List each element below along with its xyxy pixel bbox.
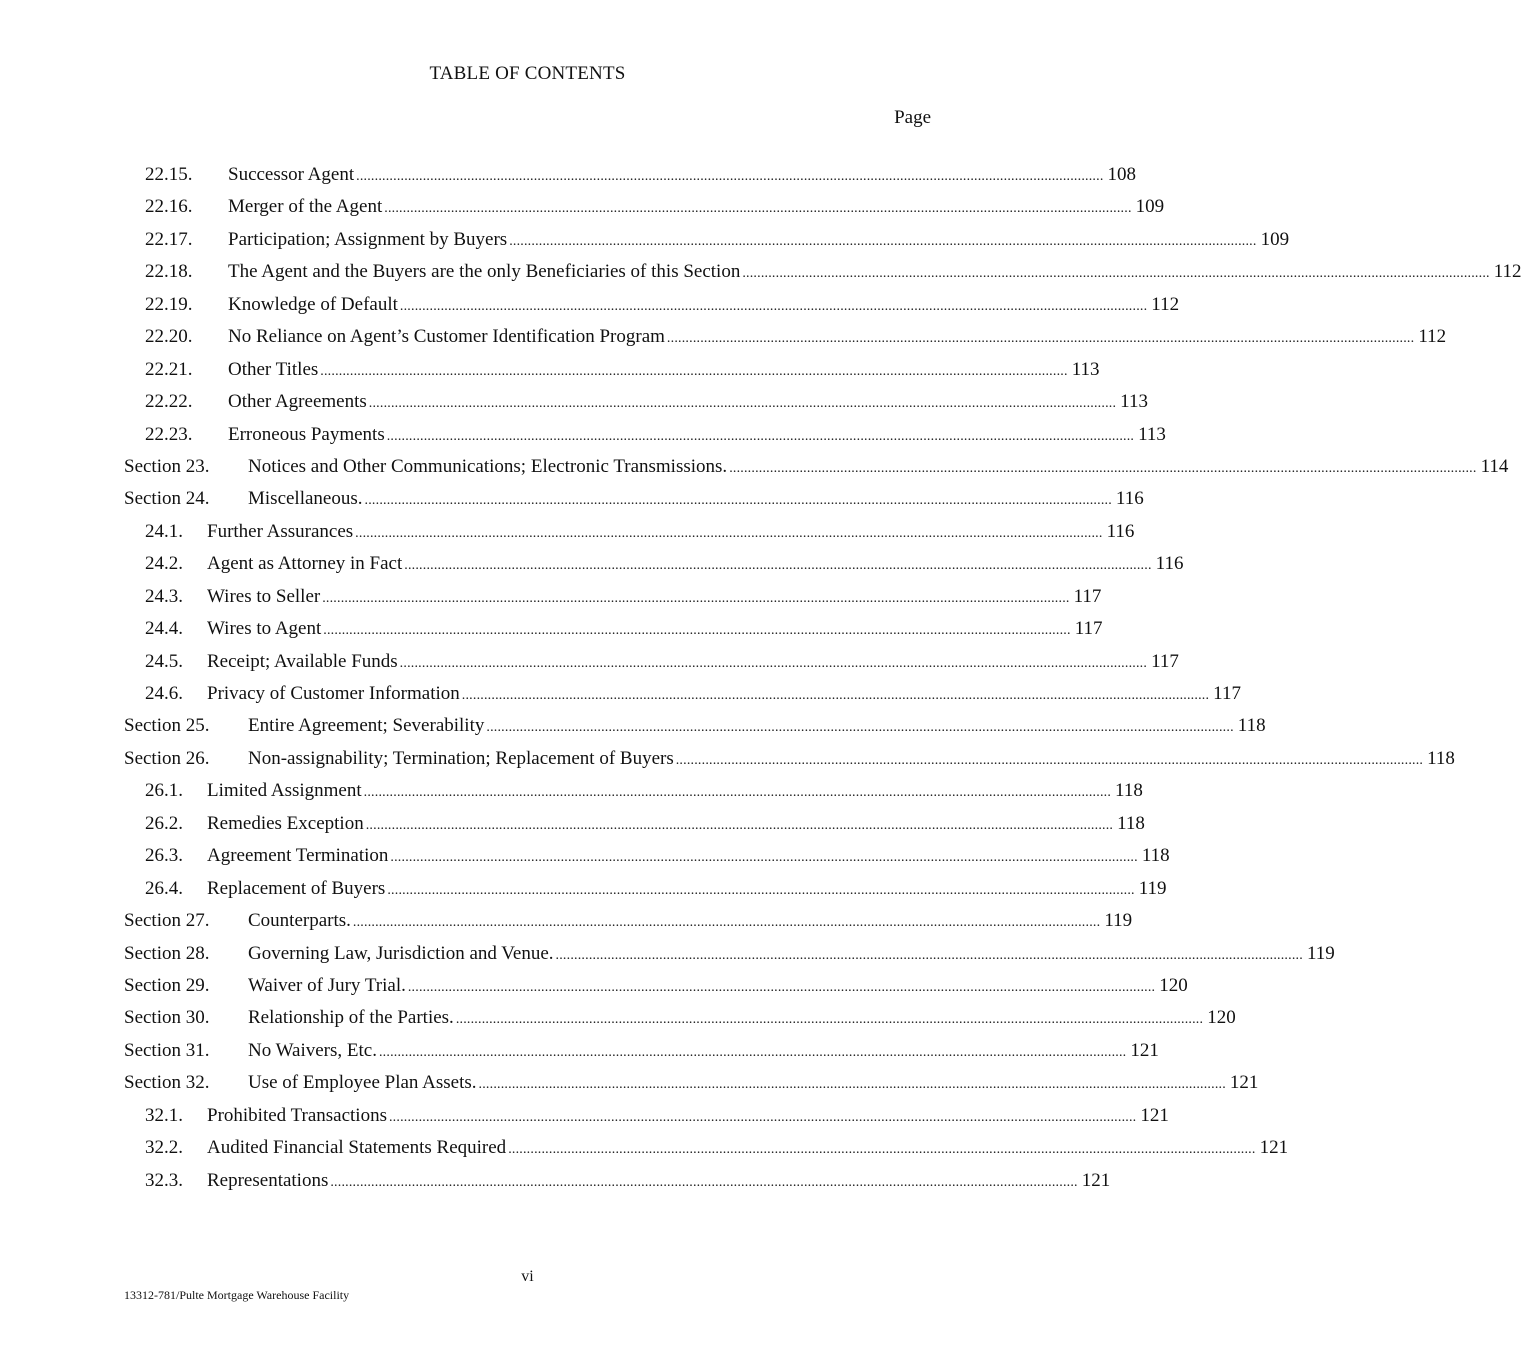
dot-leader: .......................................................................................................................................................................................................... [378,1044,1127,1060]
toc-entry-title: Governing Law, Jurisdiction and Venue. [248,942,554,964]
toc-entry-title: Merger of the Agent [228,196,383,218]
toc-entry-page: 121 [1081,1169,1111,1191]
dot-leader: .......................................................................................................................................................................................................... [407,979,1156,995]
toc-entry-title: Wires to Agent [207,618,322,640]
toc-entry-body [207,519,1135,547]
toc-entry-number: 26.4. [145,877,183,899]
toc-entry-number: Section 31. [124,1039,210,1061]
toc-entry-body [248,908,1133,936]
toc-entry-body [207,649,1179,677]
toc-entry[interactable] [124,292,1180,324]
toc-entry-page: 121 [1259,1137,1289,1159]
toc-entry-page: 109 [1135,196,1165,218]
toc-entry-body [207,778,1143,806]
toc-entry-page: 119 [1104,910,1133,932]
toc-entry-page: 108 [1107,164,1137,185]
toc-entry-body [228,389,1148,417]
toc-entry-body [248,486,1144,514]
toc-entry[interactable] [124,1103,1169,1135]
toc-entry-body [228,259,1522,287]
toc-entry-title: Relationship of the Parties. [248,1007,454,1029]
toc-entry-number: 26.1. [145,780,183,802]
toc-entry[interactable] [124,843,1170,875]
dot-leader: .......................................................................................................................................................................................................... [386,428,1135,444]
dot-leader: .......................................................................................................................................................................................................... [322,590,1070,606]
toc-entry[interactable] [124,681,1241,713]
toc-entry-page: 113 [1138,423,1166,445]
toc-entry-number: Section 27. [124,910,210,932]
toc-entry-number: Section 23. [124,455,210,477]
toc-entry-body [207,616,1103,644]
dot-leader: .......................................................................................................................................................................................................... [364,493,1112,509]
dot-leader: .......................................................................................................................................................................................................... [399,655,1148,671]
dot-leader: .......................................................................................................................................................................................................... [478,1077,1226,1093]
toc-entry-title: Receipt; Available Funds [207,650,398,672]
toc-entry[interactable] [124,389,1148,421]
dot-leader: .......................................................................................................................................................................................................... [384,201,1132,217]
dot-leader: .......................................................................................................................................................................................................... [352,915,1101,931]
toc-entry-number: 24.3. [145,585,183,607]
toc-entry[interactable] [124,454,1509,486]
toc-entry-number: 22.15. [145,164,193,185]
toc-entry-body [248,454,1509,482]
toc-entry-title: Other Titles [228,358,319,380]
document-id: 13312-781/Pulte Mortgage Warehouse Facility [124,1288,350,1302]
toc-entry-body [248,973,1188,1001]
dot-leader: .......................................................................................................................................................................................................... [390,850,1138,866]
toc-entry-title: Wires to Seller [207,585,321,607]
toc-entry[interactable] [124,1070,1259,1102]
toc-entry[interactable] [124,551,1184,583]
toc-entry-number: 22.23. [145,423,193,445]
dot-leader: .......................................................................................................................................................................................................... [461,688,1210,703]
toc-entry-page: 121 [1229,1072,1259,1094]
dot-leader: .......................................................................................................................................................................................................... [388,1109,1137,1125]
toc-entry-page: 116 [1106,520,1135,542]
toc-entry-title: Agent as Attorney in Fact [207,553,403,575]
toc-entry-page: 114 [1480,455,1509,477]
toc-entry[interactable] [124,876,1167,908]
dot-leader: .......................................................................................................................................................................................................... [330,1174,1078,1190]
toc-entry-page: 120 [1207,1007,1236,1029]
toc-entry-title: Audited Financial Statements Required [207,1137,507,1159]
dot-leader: .......................................................................................................................................................................................................... [555,947,1303,963]
toc-entry-title: Participation; Assignment by Buyers [228,228,508,250]
toc-entry-page: 119 [1138,877,1167,899]
toc-entry-body [248,941,1335,969]
toc-entry-page: 113 [1071,358,1100,380]
page-title: TABLE OF CONTENTS [429,63,626,84]
toc-entry[interactable] [124,1168,1111,1200]
toc-entry[interactable] [124,1135,1289,1167]
toc-entry-page: 112 [1493,261,1522,283]
dot-leader: .......................................................................................................................................................................................................... [742,266,1490,282]
dot-leader: .......................................................................................................................................................................................................... [486,720,1234,736]
toc-entry-number: 24.4. [145,618,183,640]
toc-entry[interactable] [124,227,1290,259]
toc-entry-body [207,1168,1111,1196]
toc-entry-page: 118 [1117,812,1145,834]
toc-entry-body [248,1038,1159,1066]
toc-entry-title: Replacement of Buyers [207,877,386,899]
toc-entry[interactable] [124,1038,1159,1070]
toc-entry-title: Limited Assignment [207,780,362,802]
page-column-header: Page [894,107,931,128]
dot-leader: .......................................................................................................................................................................................................... [455,1012,1204,1028]
toc-entry-number: 32.1. [145,1104,183,1126]
toc-entry-title: Entire Agreement; Severability [248,715,485,737]
toc-entry-title: Knowledge of Default [228,293,398,315]
toc-entry-title: Agreement Termination [207,845,389,867]
toc-entry-title: No Waivers, Etc. [248,1039,377,1061]
toc-entry-page: 113 [1120,391,1148,413]
dot-leader: .......................................................................................................................................................................................................... [675,752,1424,768]
toc-entry-page: 119 [1306,942,1335,964]
toc-entry-title: Notices and Other Communications; Electronic Transmissions. [248,455,728,477]
toc-entry-page: 118 [1237,715,1266,737]
toc-entry-number: 24.5. [145,650,183,672]
toc-entry-title: The Agent and the Buyers are the only Beneficiaries of this Section [228,261,741,283]
toc-entry-body [228,422,1166,450]
toc-entry-body [248,1070,1259,1098]
toc-entry-page: 109 [1260,228,1290,250]
toc-entry-page: 117 [1213,683,1241,704]
toc-entry-page: 117 [1074,618,1103,640]
toc-entry-title: Privacy of Customer Information [207,683,460,704]
toc-entry-title: Non-assignability; Termination; Replacement of Buyers [248,747,674,769]
toc-entry-page: 121 [1140,1104,1169,1126]
toc-entry-number: 22.20. [145,326,193,348]
toc-entry-page: 118 [1427,747,1455,769]
dot-leader: .......................................................................................................................................................................................................... [666,331,1415,347]
toc-entry-number: Section 28. [124,942,210,964]
toc-entry-number: 22.21. [145,358,193,380]
dot-leader: .......................................................................................................................................................................................................... [509,233,1257,249]
toc-entry[interactable] [124,973,1188,1005]
toc-entry-body [207,1135,1289,1163]
toc-entry-page: 118 [1115,780,1143,802]
toc-entry-body [248,713,1266,741]
dot-leader: .......................................................................................................................................................................................................... [363,785,1112,801]
toc-entry-body [207,1103,1169,1131]
dot-leader: .......................................................................................................................................................................................................... [368,396,1117,412]
dot-leader: .......................................................................................................................................................................................................... [508,1142,1256,1158]
dot-leader: .......................................................................................................................................................................................................... [387,882,1135,898]
dot-leader: .......................................................................................................................................................................................................... [355,525,1103,541]
toc-entry-title: Miscellaneous. [248,488,363,510]
dot-leader: .......................................................................................................................................................................................................... [365,817,1114,833]
toc-entry-body [207,551,1184,579]
toc-entry-page: 118 [1141,845,1170,867]
toc-entry-page: 116 [1155,553,1184,575]
toc-entry-title: Waiver of Jury Trial. [248,974,406,996]
toc-entry-number: Section 29. [124,974,210,996]
toc-entry[interactable] [124,649,1179,681]
toc-entry-body [248,746,1455,774]
toc-entry-body [207,811,1145,839]
toc-entry-body [207,681,1241,709]
toc-entry[interactable] [124,194,1165,226]
dot-leader: .......................................................................................................................................................................................................... [323,623,1071,639]
toc-entry-page: 112 [1151,293,1180,315]
toc-entry[interactable] [124,746,1455,778]
toc-entry[interactable] [124,1005,1236,1037]
toc-entry-number: 22.19. [145,293,193,315]
page-number: vi [521,1268,534,1285]
toc-entry-page: 117 [1151,650,1179,672]
toc-entry-body [207,876,1167,904]
toc-entry[interactable] [124,519,1135,551]
toc-entry-number: 24.2. [145,553,183,575]
toc-entry[interactable] [124,713,1266,745]
toc-entry-number: 32.3. [145,1169,183,1191]
toc-entry-body [207,843,1170,871]
toc-entry[interactable] [124,162,1137,194]
toc-entry-body [228,227,1290,255]
toc-entry[interactable] [124,811,1145,843]
dot-leader: .......................................................................................................................................................................................................... [404,558,1152,574]
dot-leader: .......................................................................................................................................................................................................... [399,298,1148,314]
toc-entry[interactable] [124,616,1103,648]
toc-entry-number: Section 32. [124,1072,210,1094]
dot-leader: .......................................................................................................................................................................................................... [320,363,1068,379]
toc-entry-body [228,357,1100,385]
toc-entry-number: 26.3. [145,845,183,867]
toc-entry-title: Remedies Exception [207,812,364,834]
toc-entry[interactable] [124,941,1335,973]
toc-entry-number: Section 24. [124,488,210,510]
toc-entry-title: Prohibited Transactions [207,1104,387,1126]
toc-entry-page: 117 [1073,585,1102,607]
toc-entry-page: 121 [1130,1039,1159,1061]
toc-entry-title: Further Assurances [207,520,354,542]
toc-entry-number: 24.1. [145,520,183,542]
toc-entry-title: Other Agreements [228,391,367,413]
toc-entry-title: Counterparts. [248,910,351,932]
toc-entry-title: No Reliance on Agent’s Customer Identification Program [228,326,665,348]
toc-entry[interactable] [124,486,1144,518]
toc-entry-number: 32.2. [145,1137,183,1159]
toc-entry-body [228,194,1165,222]
toc-entry-title: Use of Employee Plan Assets. [248,1072,477,1094]
toc-entry-body [248,1005,1236,1033]
toc-entry[interactable] [124,324,1447,356]
toc-entry-number: Section 30. [124,1007,210,1029]
toc-entry-page: 120 [1159,974,1188,996]
toc-entry-page: 116 [1115,488,1144,510]
toc-entry[interactable] [124,259,1522,291]
dot-leader: .......................................................................................................................................................................................................... [356,169,1104,184]
toc-entry-body [228,292,1180,320]
toc-entry-number: Section 25. [124,715,210,737]
toc-entry-number: Section 26. [124,747,210,769]
toc-entry[interactable] [124,422,1166,454]
toc-entry[interactable] [124,357,1100,389]
toc-entry-body [207,584,1102,612]
toc-entry-title: Erroneous Payments [228,423,385,445]
table-of-contents [124,162,1522,1200]
toc-entry-body [228,162,1137,190]
dot-leader: .......................................................................................................................................................................................................... [729,460,1477,476]
toc-entry[interactable] [124,778,1143,810]
toc-entry-number: 22.16. [145,196,193,218]
toc-entry[interactable] [124,584,1102,616]
toc-entry-page: 112 [1418,326,1447,348]
toc-entry[interactable] [124,908,1133,940]
toc-entry-number: 24.6. [145,683,183,704]
toc-entry-title: Successor Agent [228,164,355,185]
toc-entry-number: 26.2. [145,812,183,834]
toc-entry-body [228,324,1447,352]
toc-entry-title: Representations [207,1169,329,1191]
toc-entry-number: 22.17. [145,228,193,250]
toc-entry-number: 22.18. [145,261,193,283]
toc-entry-number: 22.22. [145,391,193,413]
